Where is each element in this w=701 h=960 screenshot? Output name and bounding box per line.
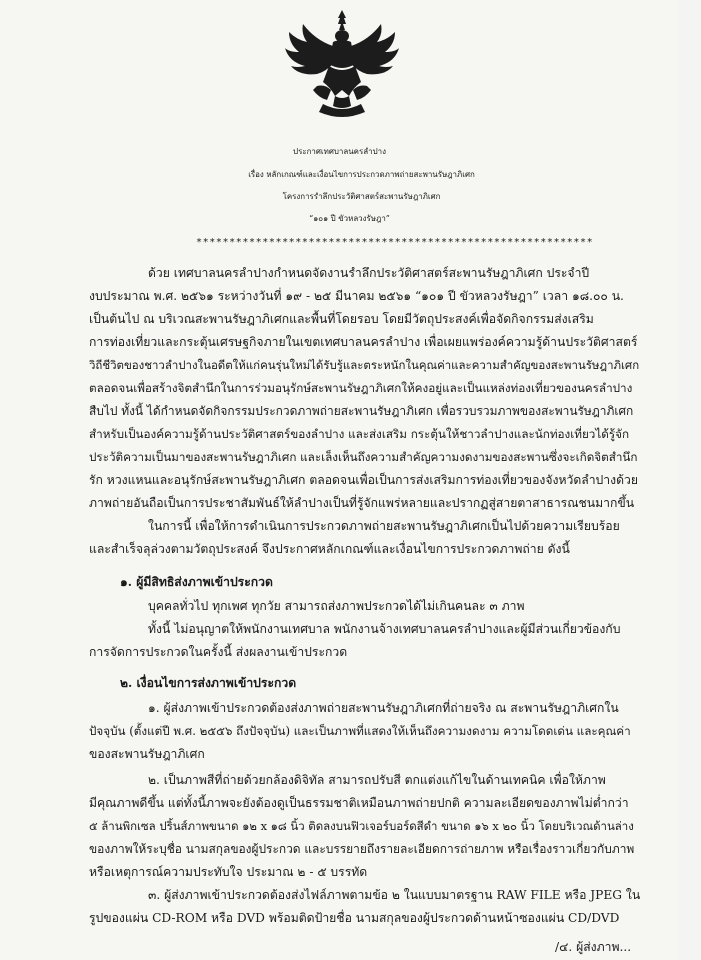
intro-line: งบประมาณ พ.ศ. ๒๕๖๑ ระหว่างวันที่ ๑๙ - ๒๕ มีนาคม ๒๕๖๑ “๑๐๑ ปี ขัวหลวงรัษฎา” เวลา ๑๘.๐๐ น. bbox=[89, 289, 624, 303]
intro-line: ประวัติความเป็นมาของสะพานรัษฎาภิเศก และเล็งเห็นถึงความสำคัญความงดงามของสะพานซึ่งจะเกิดจิตสำนึก bbox=[89, 450, 638, 464]
divider: ************************************************************ bbox=[196, 237, 594, 248]
project-name: โครงการรำลึกประวัติศาสตร์สะพานรัษฎาภิเศก bbox=[282, 192, 441, 201]
section2-line: ปัจจุบัน (ตั้งแต่ปี พ.ศ. ๒๕๕๖ ถึงปัจจุบัน) และเป็นภาพที่แสดงให้เห็นถึงความงดงาม ความโดดเด่น และคุณค่า bbox=[89, 724, 631, 738]
intro-line: สำหรับเป็นองค์ความรู้ด้านประวัติศาสตร์ของลำปาง และส่งเสริม กระตุ้นให้ชาวลำปางและนักท่องเที่ยวได้รู้จัก bbox=[89, 427, 630, 441]
section2-line: หรือเหตุการณ์ความประทับใจ ประมาณ ๒ - ๕ บรรทัด bbox=[89, 865, 368, 879]
section1-title: ๑. ผู้มีสิทธิส่งภาพเข้าประกวด bbox=[120, 575, 273, 589]
section2-title: ๒. เงื่อนไขการส่งภาพเข้าประกวด bbox=[120, 676, 297, 690]
intro-line: วิถีชีวิตของชาวลำปางในอดีตให้แก่คนรุ่นใหม่ได้รับรู้และตระหนักในคุณค่าและความสำคัญของสะพานรัษฎาภิเศก bbox=[89, 358, 640, 372]
section1-line: ทั้งนี้ ไม่อนุญาตให้พนักงานเทศบาล พนักงานจ้างเทศบาลนครลำปางและผู้มีส่วนเกี่ยวข้องกับ bbox=[148, 622, 621, 636]
section1-line: การจัดการประกวดในครั้งนี้ ส่งผลงานเข้าประกวด bbox=[89, 645, 348, 659]
intro-line: สืบไป ทั้งนี้ ได้กำหนดจัดกิจกรรมประกวดภาพถ่ายสะพานรัษฎาภิเศก เพื่อรวบรวมภาพของสะพานรัษฎาภิเศก bbox=[89, 404, 634, 418]
intro-line: รัก หวงแหนและอนุรักษ์สะพานรัษฎาภิเศก ตลอดจนเพื่อเป็นการส่งเสริมการท่องเที่ยวของจังหวัดลำปางด้วย bbox=[89, 473, 638, 487]
intro-line: ด้วย เทศบาลนครลำปางกำหนดจัดงานรำลึกประวัติศาสตร์สะพานรัษฎาภิเศก ประจำปี bbox=[148, 266, 590, 280]
intro-line: ในการนี้ เพื่อให้การดำเนินการประกวดภาพถ่ายสะพานรัษฎาภิเศกเป็นไปด้วยความเรียบร้อย bbox=[148, 519, 620, 533]
section2-line: ของภาพให้ระบุชื่อ นามสกุลของผู้ประกวด และบรรยายถึงรายละเอียดการถ่ายภาพ หรือเรื่องราวเกี่ยวกับภาพ bbox=[89, 842, 635, 856]
section2-line: มีคุณภาพดีขึ้น แต่ทั้งนี้ภาพจะยังต้องดูเป็นธรรมชาติเหมือนภาพถ่ายปกติ ความละเอียดของภาพไม่ต่ำกว่า bbox=[89, 796, 629, 810]
section2-line: ๕ ล้านพิกเซล ปริ้นส์ภาพขนาด ๑๒ x ๑๘ นิ้ว ติดลงบนฟิวเจอร์บอร์ดสีดำ ขนาด ๑๖ x ๒๐ นิ้ว โดยบริเวณด้านล่าง bbox=[89, 819, 634, 833]
intro-line: การท่องเที่ยวและกระตุ้นเศรษฐกิจภายในเขตเทศบาลนครลำปาง เพื่อเผยแพร่องค์ความรู้ด้านประวัติศาสตร์ bbox=[89, 335, 638, 349]
section2-line: ของสะพานรัษฎาภิเศก bbox=[89, 747, 205, 761]
section2-line: ๑. ผู้ส่งภาพเข้าประกวดต้องส่งภาพถ่ายสะพานรัษฎาภิเศกที่ถ่ายจริง ณ สะพานรัษฎาภิเศกใน bbox=[148, 701, 619, 715]
garuda-emblem-icon bbox=[283, 8, 401, 120]
announcement-subject: เรื่อง หลักเกณฑ์และเงื่อนไขการประกวดภาพถ่ายสะพานรัษฎาภิเศก bbox=[248, 170, 475, 179]
intro-line: เป็นต้นไป ณ บริเวณสะพานรัษฎาภิเศกและพื้นที่โดยรอบ โดยมีวัตถุประสงค์เพื่อจัดกิจกรรมส่งเสริม bbox=[89, 312, 594, 326]
intro-line: ภาพถ่ายอันถือเป็นการประชาสัมพันธ์ให้ลำปางเป็นที่รู้จักแพร่หลายและปรากฏสู่สายตาสาธารณชนมากขึ้น bbox=[89, 496, 635, 510]
event-name: “๑๐๑ ปี ขัวหลวงรัษฎา” bbox=[309, 214, 390, 223]
section1-line: บุคคลทั่วไป ทุกเพศ ทุกวัย สามารถส่งภาพประกวดได้ไม่เกินคนละ ๓ ภาพ bbox=[148, 599, 525, 613]
continuation-note: /๔. ผู้ส่งภาพ... bbox=[555, 940, 632, 954]
intro-line: และสำเร็จลุล่วงตามวัตถุประสงค์ จึงประกาศหลักเกณฑ์และเงื่อนไขการประกวดภาพถ่าย ดังนี้ bbox=[89, 542, 570, 556]
intro-line: ตลอดจนเพื่อสร้างจิตสำนึกในการร่วมอนุรักษ์สะพานรัษฎาภิเศกให้คงอยู่และเป็นแหล่งท่องเที่ยวของนครลำปาง bbox=[89, 381, 633, 395]
section2-line: ๓. ผู้ส่งภาพเข้าประกวดต้องส่งไฟล์ภาพตามข้อ ๒ ในแบบมาตรฐาน RAW FILE หรือ JPEG ใน bbox=[148, 888, 641, 902]
section2-line: รูปของแผ่น CD-ROM หรือ DVD พร้อมติดป้ายชื่อ นามสกุลของผู้ประกวดด้านหน้าซองแผ่น CD/DVD bbox=[89, 911, 620, 925]
announcement-org: ประกาศเทศบาลนครลำปาง bbox=[293, 147, 386, 156]
section2-line: ๒. เป็นภาพสีที่ถ่ายด้วยกล้องดิจิทัล สามารถปรับสี ตกแต่งแก้ไขในด้านเทคนิค เพื่อให้ภาพ bbox=[148, 773, 606, 787]
